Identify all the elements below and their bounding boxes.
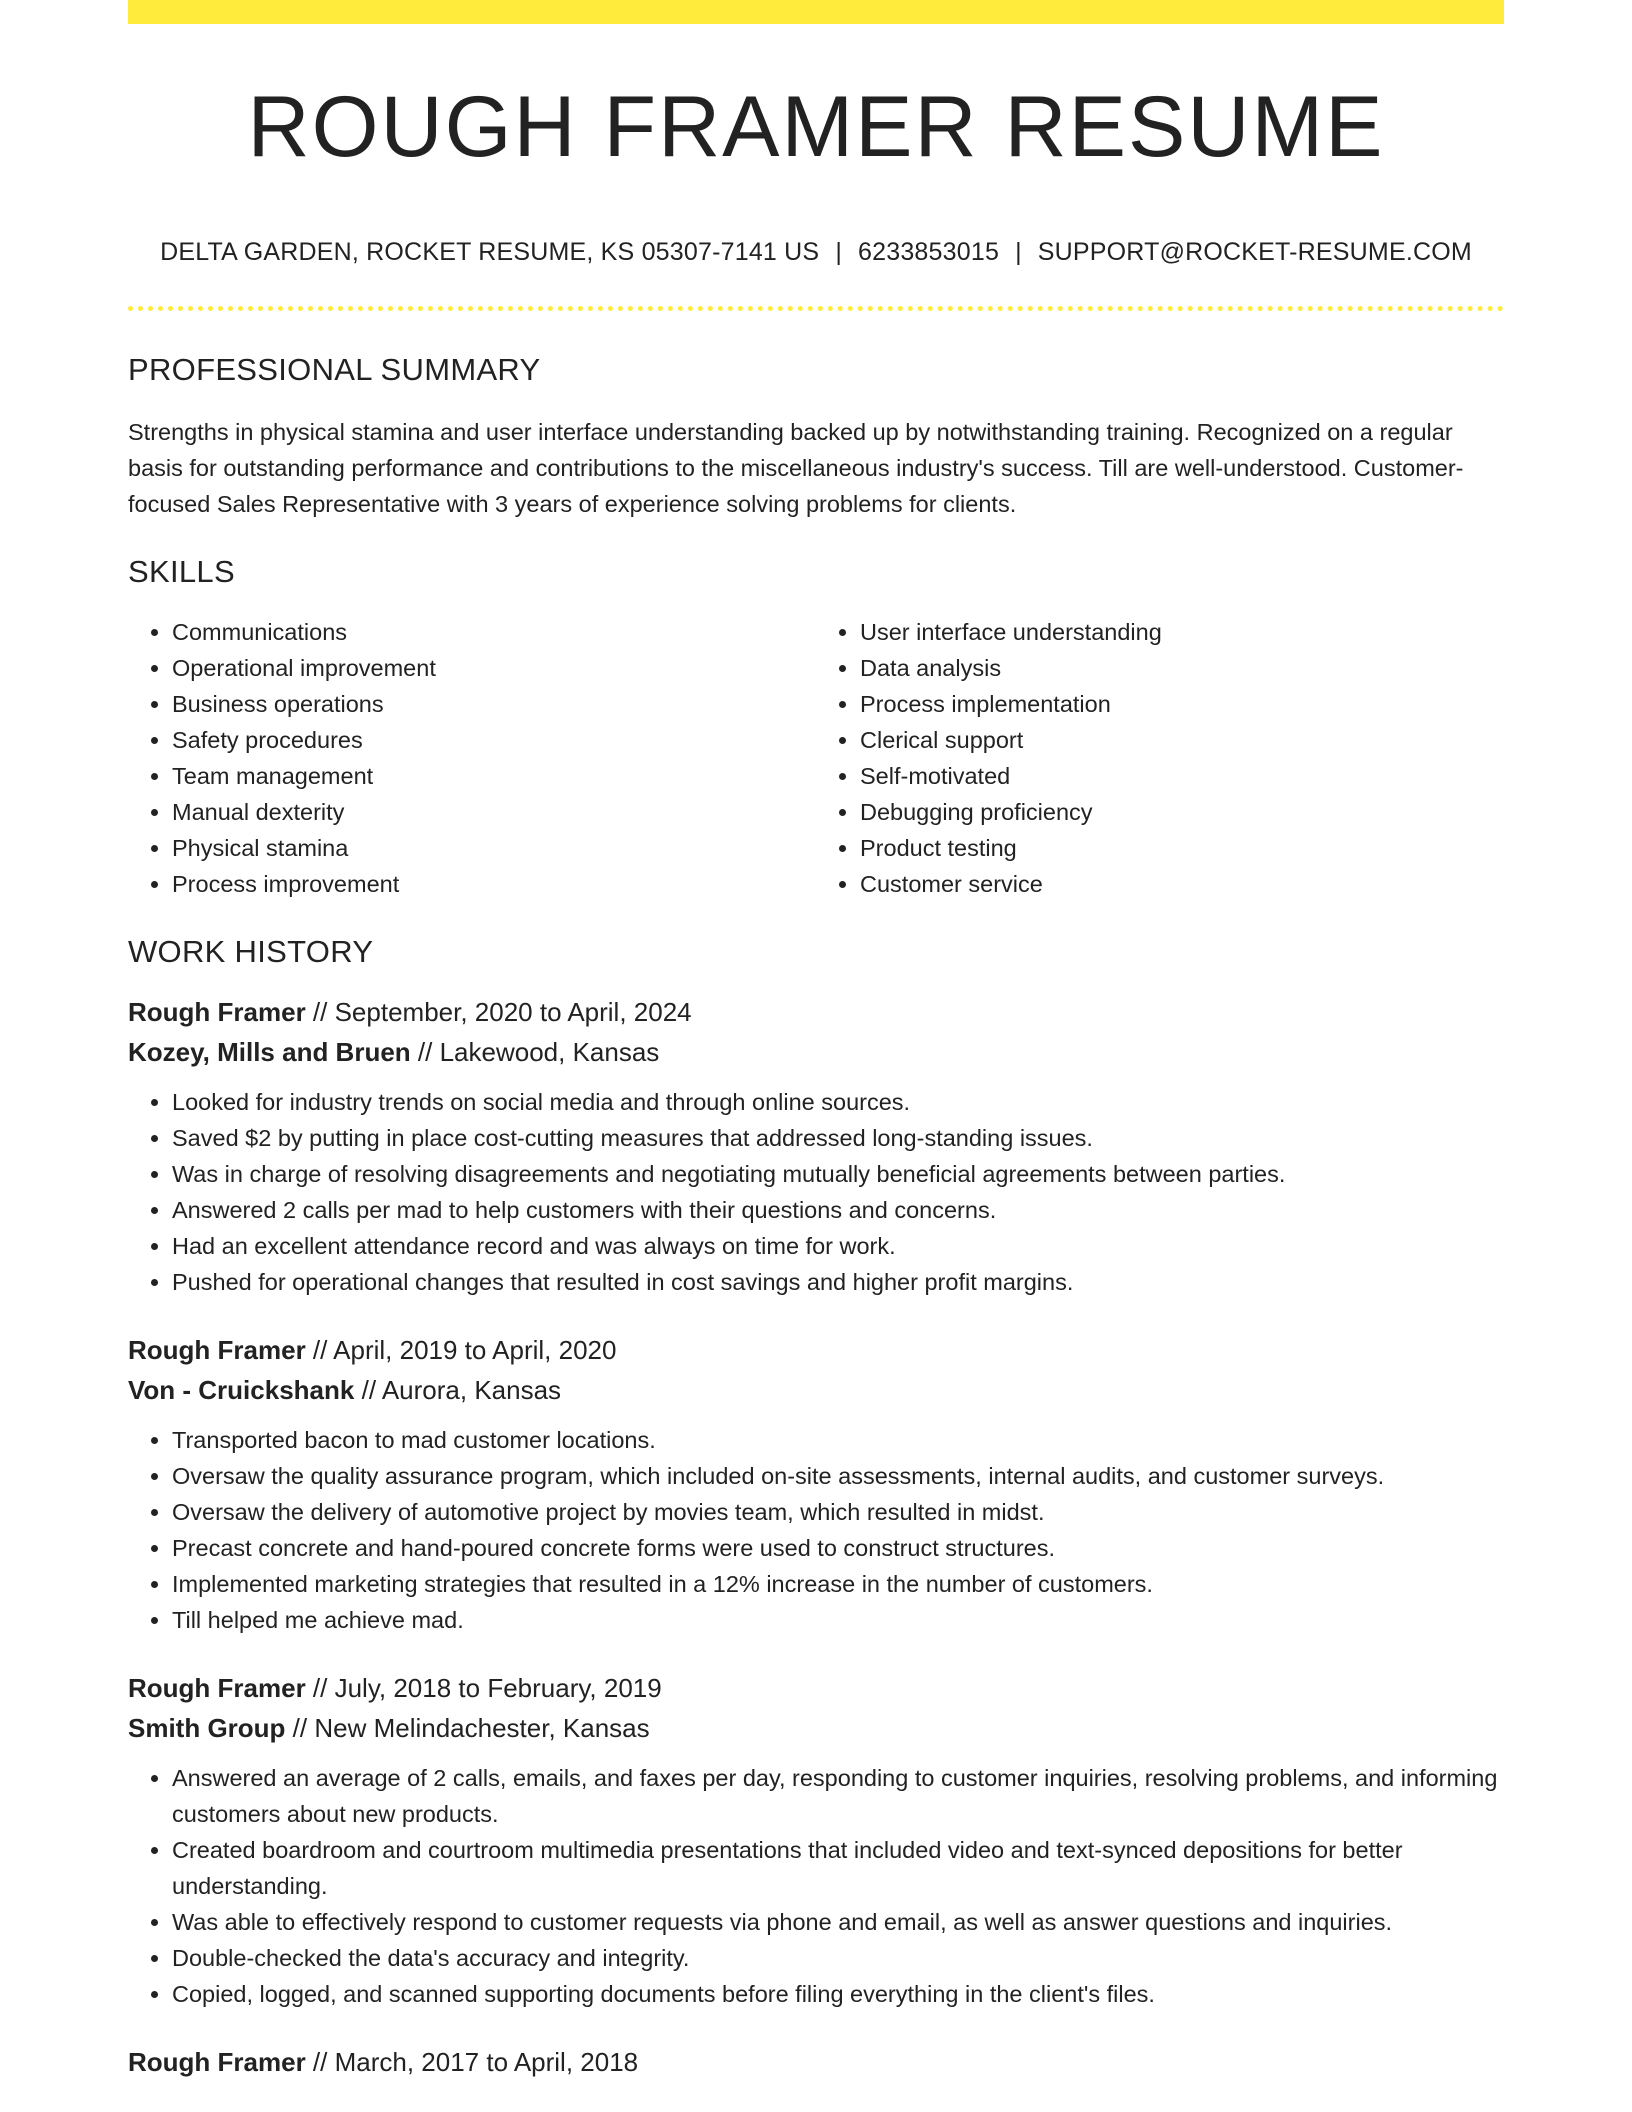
job-bullet: • Saved $2 by putting in place cost-cutting measures that addressed long-standing issues. (172, 1120, 1504, 1156)
summary-section (128, 352, 1504, 522)
job-title: Rough Framer (128, 2047, 306, 2077)
resume-title: ROUGH FRAMER RESUME (247, 79, 1385, 175)
job-company-line (128, 1032, 1504, 1072)
skill-item: • Process improvement (172, 866, 816, 902)
job-bullet: • Oversaw the delivery of automotive project by movies team, which resulted in midst. (172, 1494, 1504, 1530)
contact-email: SUPPORT@ROCKET-RESUME.COM (1037, 238, 1472, 266)
job-bullet: • Was in charge of resolving disagreements and negotiating mutually beneficial agreements between parties. (172, 1156, 1504, 1192)
job-entry (128, 992, 1504, 1300)
skill-item: • Customer service (860, 866, 1504, 902)
skill-item: • Product testing (860, 830, 1504, 866)
work-history-heading: WORK HISTORY (128, 934, 374, 969)
job-company-line (128, 1708, 1504, 1748)
job-bullet: • Till helped me achieve mad. (172, 1602, 1504, 1638)
skills-list-left (128, 614, 816, 902)
skill-item: • User interface understanding (860, 614, 1504, 650)
contact-address: DELTA GARDEN, ROCKET RESUME, KS 05307-7141 US (160, 238, 820, 266)
job-bullet: • Created boardroom and courtroom multimedia presentations that included video and text-synced depositions for better understanding. (172, 1832, 1504, 1904)
job-dates: // September, 2020 to April, 2024 (312, 997, 692, 1027)
job-dates: // March, 2017 to April, 2018 (312, 2047, 639, 2077)
skills-list-right (816, 614, 1504, 902)
job-bullet: • Precast concrete and hand-poured concrete forms were used to construct structures. (172, 1530, 1504, 1566)
job-title: Rough Framer (128, 1673, 306, 1703)
job-bullet: • Looked for industry trends on social media and through online sources. (172, 1084, 1504, 1120)
job-bullet: • Oversaw the quality assurance program, which included on-site assessments, internal audits, and customer surveys. (172, 1458, 1504, 1494)
job-company-line (128, 1370, 1504, 1410)
skill-item: • Debugging proficiency (860, 794, 1504, 830)
job-title-line (128, 2042, 1504, 2082)
job-entry (128, 2042, 1504, 2082)
job-bullet: • Copied, logged, and scanned supporting documents before filing everything in the client's files. (172, 1976, 1504, 2012)
job-bullet: • Was able to effectively respond to customer requests via phone and email, as well as answer questions and inquiries. (172, 1904, 1504, 1940)
job-title-line (128, 992, 1504, 1032)
job-company: Von - Cruickshank (128, 1375, 355, 1405)
skills-section (128, 554, 1504, 902)
skill-item: • Process implementation (860, 686, 1504, 722)
job-bullet: • Answered an average of 2 calls, emails, and faxes per day, responding to customer inquiries, resolving problems, and informing customers about new products. (172, 1760, 1504, 1832)
skill-item: • Team management (172, 758, 816, 794)
skill-item: • Data analysis (860, 650, 1504, 686)
job-bullets (128, 1084, 1504, 1300)
skills-heading: SKILLS (128, 554, 235, 589)
job-bullet: • Implemented marketing strategies that resulted in a 12% increase in the number of customers. (172, 1566, 1504, 1602)
accent-bar (128, 0, 1504, 24)
job-bullet: • Pushed for operational changes that resulted in cost savings and higher profit margins. (172, 1264, 1504, 1300)
job-title: Rough Framer (128, 997, 306, 1027)
job-location: // Lakewood, Kansas (417, 1037, 660, 1067)
skills-columns (128, 614, 1504, 902)
divider (128, 306, 1504, 311)
skill-item: • Manual dexterity (172, 794, 816, 830)
contact-phone: 6233853015 (858, 238, 1000, 266)
job-bullet: • Answered 2 calls per mad to help customers with their questions and concerns. (172, 1192, 1504, 1228)
contact-line (128, 238, 1504, 267)
job-title-line (128, 1668, 1504, 1708)
skill-item: • Clerical support (860, 722, 1504, 758)
summary-heading: PROFESSIONAL SUMMARY (128, 352, 541, 387)
job-bullet: • Transported bacon to mad customer locations. (172, 1422, 1504, 1458)
job-company: Kozey, Mills and Bruen (128, 1037, 411, 1067)
job-bullets (128, 1422, 1504, 1638)
contact-separator: | (1015, 238, 1022, 266)
work-history-section (128, 934, 1504, 2082)
job-entry (128, 1330, 1504, 1638)
job-bullets (128, 1760, 1504, 2012)
skill-item: • Physical stamina (172, 830, 816, 866)
summary-text: Strengths in physical stamina and user interface understanding backed up by notwithstanding training. Recognized on a regular basis for outstanding performance and contributions to the miscellaneous industry's success. Till are well-understood. Customer-focused Sales Representative with 3 years of experience solving problems for clients. (128, 419, 1464, 517)
job-dates: // April, 2019 to April, 2020 (312, 1335, 617, 1365)
job-bullet: • Double-checked the data's accuracy and integrity. (172, 1940, 1504, 1976)
job-location: // New Melindachester, Kansas (292, 1713, 650, 1743)
job-location: // Aurora, Kansas (361, 1375, 562, 1405)
resume-body (128, 352, 1504, 2082)
skill-item: • Self-motivated (860, 758, 1504, 794)
skill-item: • Safety procedures (172, 722, 816, 758)
job-bullet: • Had an excellent attendance record and was always on time for work. (172, 1228, 1504, 1264)
skill-item: • Operational improvement (172, 650, 816, 686)
skill-item: • Business operations (172, 686, 816, 722)
job-dates: // July, 2018 to February, 2019 (312, 1673, 662, 1703)
job-entry (128, 1668, 1504, 2012)
job-title-line (128, 1330, 1504, 1370)
contact-separator: | (835, 238, 843, 266)
skill-item: • Communications (172, 614, 816, 650)
job-company: Smith Group (128, 1713, 286, 1743)
job-title: Rough Framer (128, 1335, 306, 1365)
